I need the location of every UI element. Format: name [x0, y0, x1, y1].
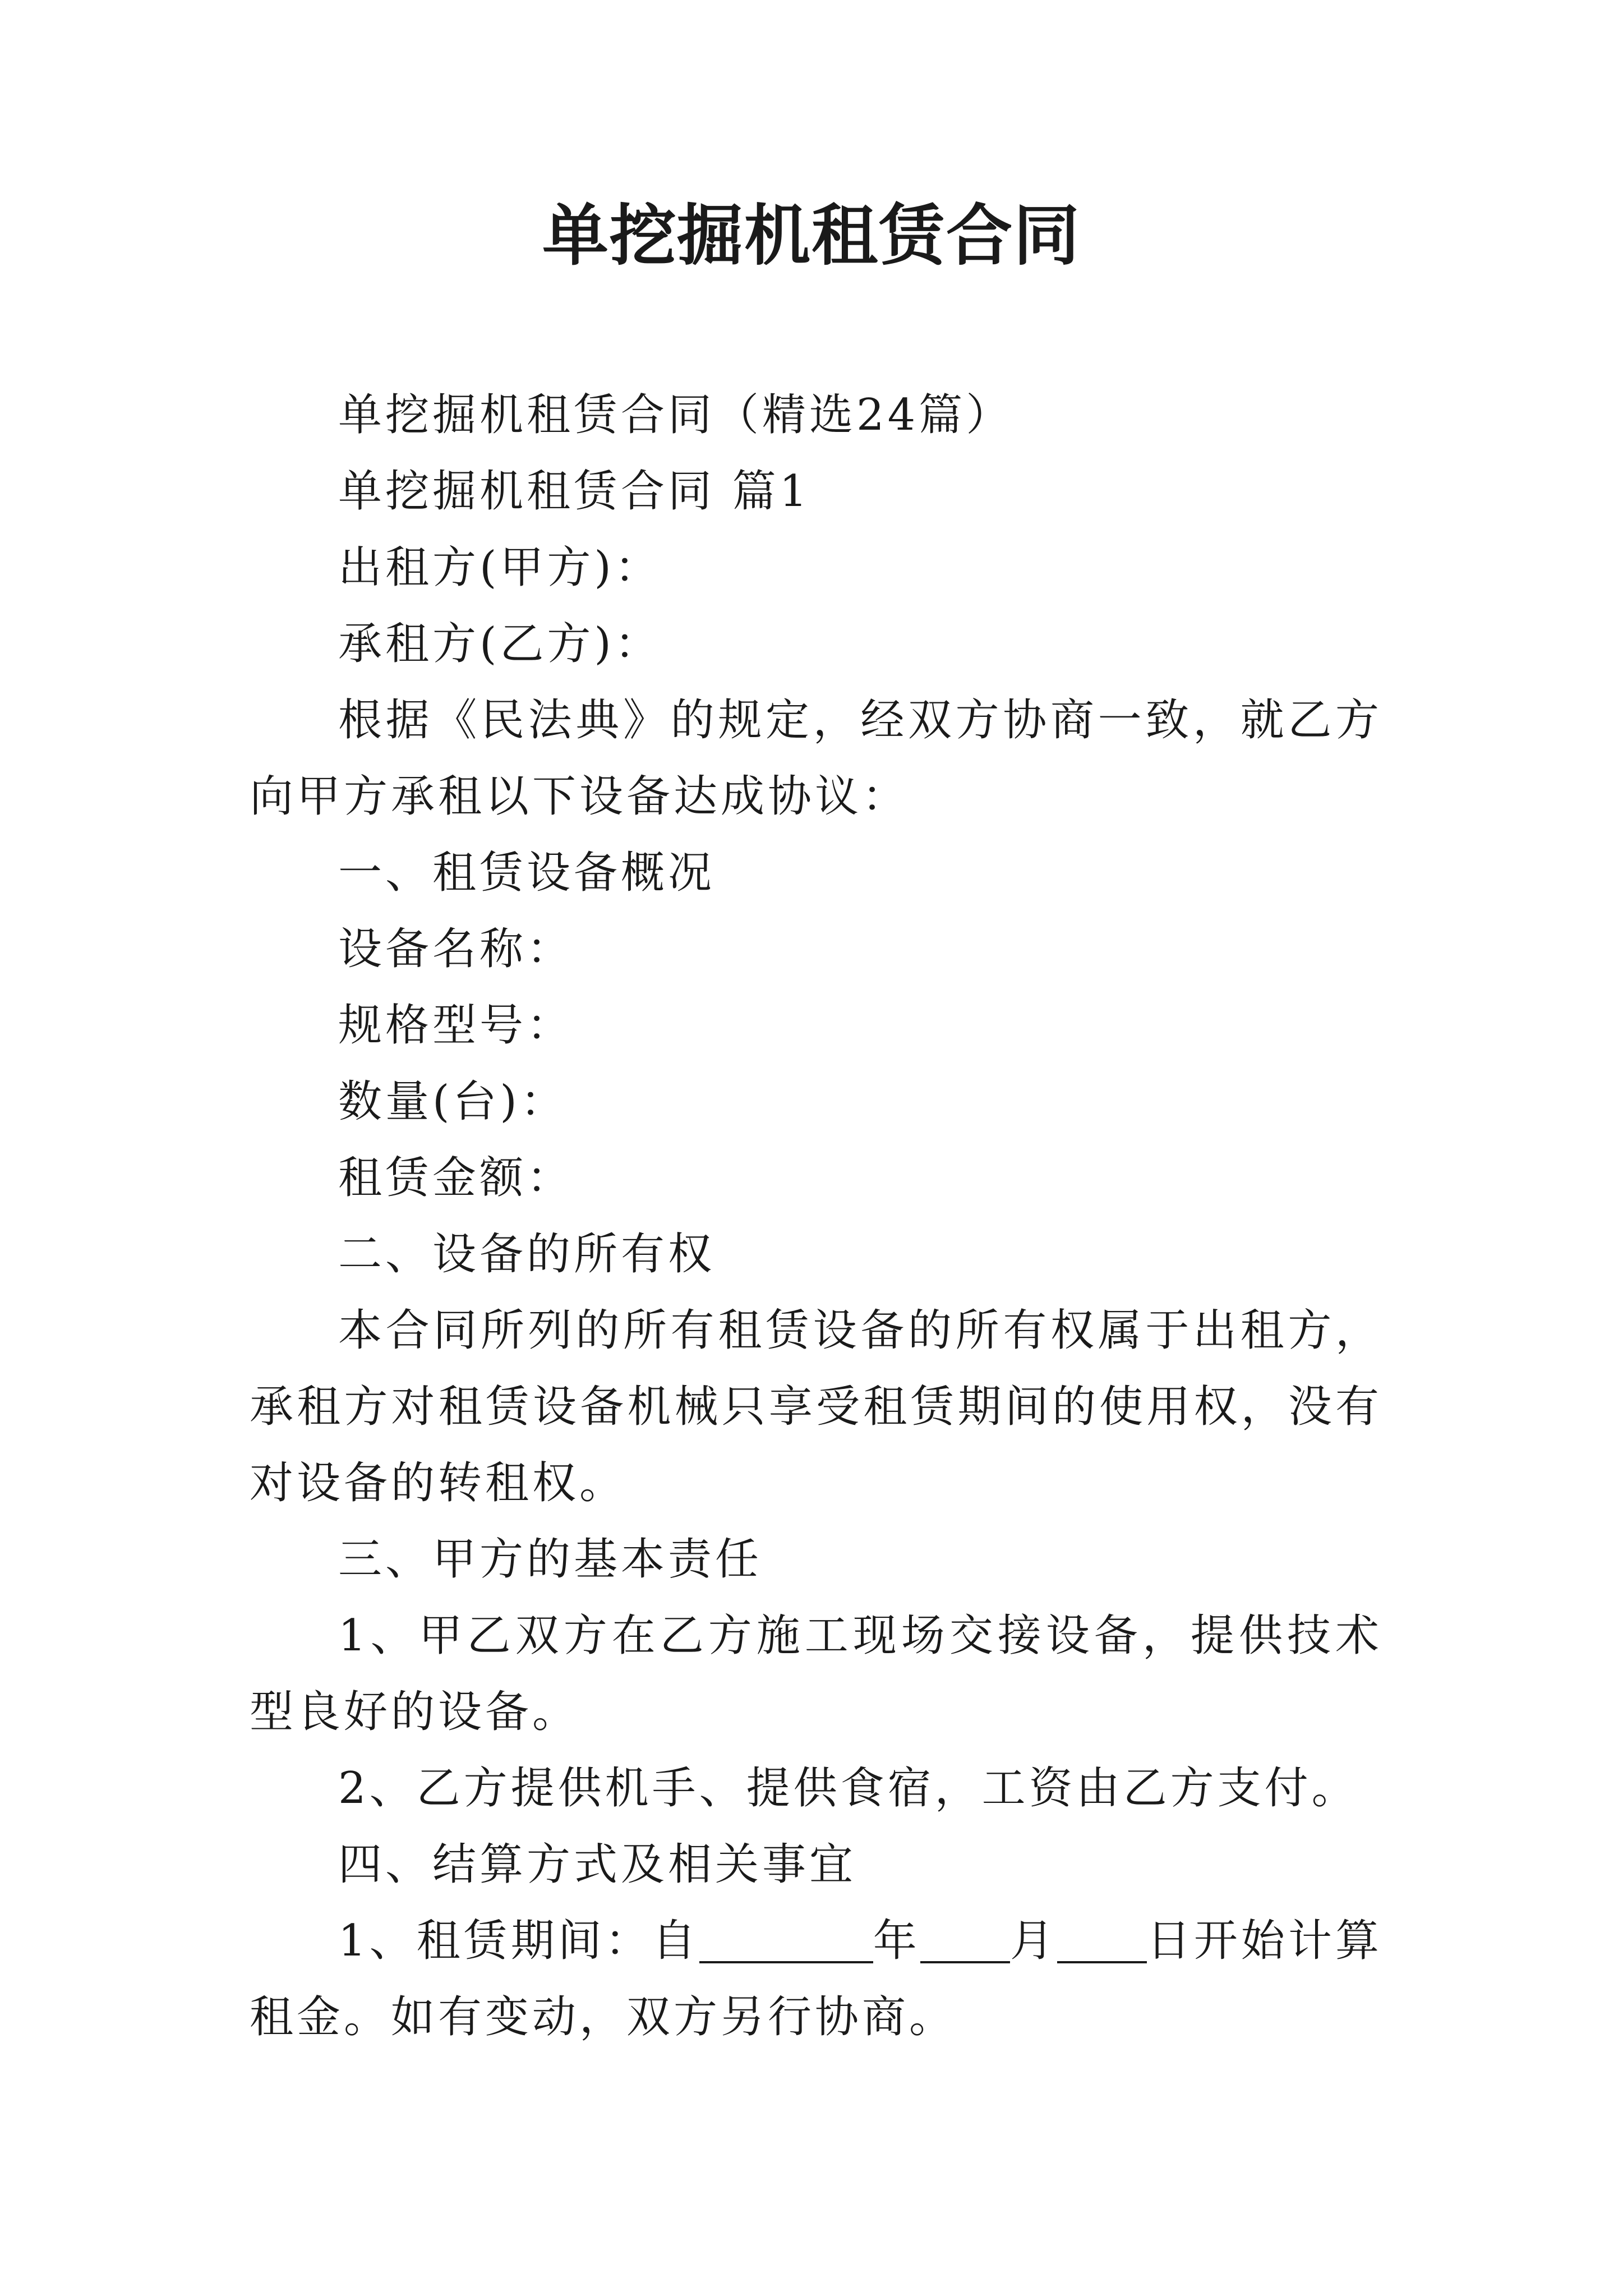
paragraph-section-heading: 单挖掘机租赁合同 篇1: [338, 466, 811, 517]
document-title: 单挖掘机租赁合同: [542, 196, 1081, 274]
paragraph-clause-3-heading: 三、甲方的基本责任: [338, 1534, 763, 1585]
lease-period-suffix: 日开始计算租金。如有变动，双方另行协商。: [250, 1916, 1382, 2042]
paragraph-operator: 2、乙方提供机手、提供食宿，工资由乙方支付。: [338, 1763, 1359, 1814]
lease-period-month: 月: [1009, 1916, 1057, 1966]
paragraph-equipment-name: 设备名称：: [338, 924, 574, 974]
paragraph-lease-period: [250, 1903, 1382, 2055]
paragraph-handover: 1、甲乙双方在乙方施工现场交接设备，提供技术型良好的设备。: [250, 1611, 1382, 1737]
paragraph-ownership: 本合同所列的所有租赁设备的所有权属于出租方，承租方对租赁设备机械只享受租赁期间的使用权，没有对设备的转租权。: [250, 1305, 1382, 1508]
paragraph-lessor: 出租方(甲方)：: [338, 542, 662, 593]
year-blank: [699, 1912, 873, 1963]
document-body: [250, 377, 1382, 2055]
paragraph-clause-2-heading: 二、设备的所有权: [338, 1229, 716, 1280]
paragraph-subtitle: 单挖掘机租赁合同（精选24篇）: [338, 390, 1013, 440]
paragraph-agreement-basis: 根据《民法典》的规定，经双方协商一致，就乙方向甲方承租以下设备达成协议：: [250, 695, 1382, 822]
month-blank: [920, 1912, 1010, 1963]
lease-period-prefix: 1、租赁期间：自: [338, 1916, 699, 1966]
paragraph-model: 规格型号：: [338, 1000, 574, 1051]
paragraph-amount: 租赁金额：: [338, 1153, 574, 1203]
day-blank: [1057, 1912, 1147, 1963]
paragraph-clause-4-heading: 四、结算方式及相关事宜: [338, 1839, 857, 1890]
lease-period-year: 年: [873, 1916, 920, 1966]
paragraph-lessee: 承租方(乙方)：: [338, 619, 662, 669]
paragraph-clause-1-heading: 一、租赁设备概况: [338, 848, 716, 898]
paragraph-quantity: 数量(台)：: [338, 1076, 568, 1127]
